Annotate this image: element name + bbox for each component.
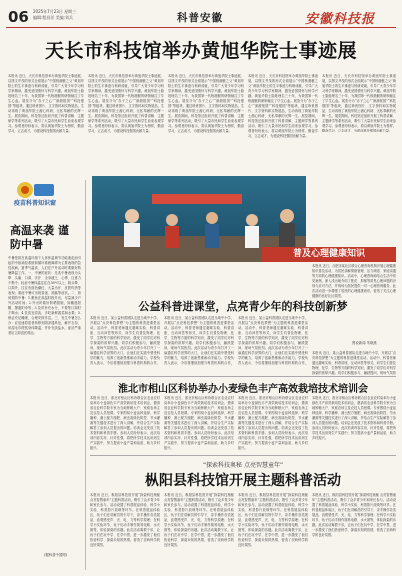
banner-psychology: 普及心理健康知识 xyxy=(262,247,396,262)
date-line: 2025年7月23日 星期三 xyxy=(33,9,77,14)
editor-line: 编辑:程昌洋 美编:刘兵 xyxy=(33,15,73,20)
column-badge xyxy=(13,180,57,218)
sidebar-body: 中暑是指在高温环境下人体体温调节功能紊乱而引起的中枢神经系统和循环系统障碍为主要表现的急性疾病。夏季气温高，人们在户外活动时要做好防暑降温工作。一、中暑的症状：先兆中暑表现为头晕、头痛、口渴、多汗、全身疲乏、心悸、注意力不集中；轻症中暑体温往往在38℃以上，除头晕、口渴外，往往有面色潮红、大量出汗、皮肤灼热等表现；重症中暑可出现昏迷、抽搐等症状。二、如何预防中暑：1.避免在高温时段外出，尽量减少户外活动时间；2.外出时做好防晒措施，如戴遮阳帽、撑遮阳伞等；3.及时补充水分，不要等口渴时才喝水；4.饮食宜清淡，多吃新鲜蔬菜和水果；5.保证充足睡眠，合理安排作息。三、发生中暑怎么办：应迅速将患者转移到阴凉通风处，解开衣扣，用湿毛巾擦拭身体降温，并补充淡盐水，症状严重者应立即送医救治。 xyxy=(8,256,81,335)
article-4-col-1: 本报讯 近日，淮北市相山区科协联合区农业农村局举办小麦绿色丰产高效栽培技术培训会，邀请省农业科学院专家为当地种粮大户、家庭农场主及农技人员授课。专家围绕小麦品种选择、科学播种、测土配方施肥、病虫害绿色防控、节水灌溉等关键技术进行了深入讲解，并结合生产实际解答了参训人员提出的问题。培训会还发放了技术资料和科普手册。参训人员纷纷表示，此次培训内容实用、针对性强，将把所学技术运用到生产实践中，努力提高小麦产量和品质，助力乡村振兴。 xyxy=(90,396,160,450)
section-title: 科普安徽 xyxy=(177,12,223,24)
headline-5: 枞阳县科技馆开展主题科普活动 xyxy=(145,473,341,489)
article-5-col-4: 本报讯 近日，枞阳县科技馆开展“探索科技奥秘 点亮智慧童年”主题科普活动，吸引了众多青少年和家长参与。活动设置了科普展品体验、科学小实验、科普影片放映等环节。在科普展品体验区，孩子们在讲解员的引导下，亲手操作各类展品，直观感受声、光、电、力等科学原理；在科学小实验环节，孩子们动手制作简易电路、水火箭等，体验探索的乐趣。此次活动寓教于乐，让孩子们在玩中学、在学中思，进一步激发了他们热爱科学、探索未知的热情，营造了崇尚科学的良好氛围。 xyxy=(312,493,396,537)
page-number: 06 xyxy=(8,8,29,26)
article-5-col-2: 本报讯 近日，枞阳县科技馆开展“探索科技奥秘 点亮智慧童年”主题科普活动，吸引了众多青少年和家长参与。活动设置了科普展品体验、科学小实验、科普影片放映等环节。在科普展品体验区，孩子们在讲解员的引导下，亲手操作各类展品，直观感受声、光、电、力等科学原理；在科学小实验环节，孩子们动手制作简易电路、水火箭等，体验探索的乐趣。此次活动寓教于乐，让孩子们在玩中学、在学中思，进一步激发了他们热爱科学、探索未知的热情，营造了崇尚科学的良好氛围。 xyxy=(164,493,234,547)
headline-4: 淮北市相山区科协举办小麦绿色丰产高效栽培技术培训会 xyxy=(118,384,368,395)
article-3-col-4: 本报讯 近日，某公益科普团队走进当地中小学，开展以“点亮科技梦想”为主题的科普进课堂活动。活动中，科普老师通过趣味实验、科普讲座、互动问答等形式，向学生们普及物理、化学、生物等方面的科学知识，激发了同学们对科学探索的浓厚兴趣。同学们积极参与，踊跃提问，现场气氛热 xyxy=(312,351,396,375)
article-1-col-3: 本报讯 近日，天长市科技馆举办黄旭华院士事迹展，以图文并茂的形式全面展示“中国核潜艇之父”黄旭华院士的生平事迹与科研成就，引导广大青少年学习科学家精神，激发爱国情怀与科学兴趣。黄旭华院士隐姓埋名三十年，为我国第一代核潜艇的研制倾注了毕生心血。展览分为“赤子之心”“深潜报国”“科技强国”等板块，通过珍贵图片、文字资料和实物展品，生动再现了黄旭华院士潜心科研、无私奉献的光辉一生。展览期间，科技馆还组织开展了科普讲解、主题研学等系列活动，吸引了大量市民和学生前来参观学习。参观者纷纷表示，将以黄旭华院士为榜样，勤奋学习，立志成才，为建设科技强国贡献力量。 xyxy=(168,74,244,133)
article-3-col-1: 本报讯 近日，某公益科普团队走进当地中小学，开展以“点亮科技梦想”为主题的科普进课堂活动。活动中，科普老师通过趣味实验、科普讲座、互动问答等形式，向学生们普及物理、化学、生物等方面的科学知识，激发了同学们对科学探索的浓厚兴趣。同学们积极参与，踊跃提问，现场气氛热烈。此次活动为青少年打开了一扇通往科学世界的大门，让他们在实践中感受科学的魅力，培养了创新思维和动手能力。学校负责人表示，今后将继续加强与科普机构的合作， xyxy=(90,316,160,365)
divider-3 xyxy=(90,376,396,377)
column-badge-icon xyxy=(13,180,57,218)
article-4-col-4: 本报讯 近日，淮北市相山区科协联合区农业农村局举办小麦绿色丰产高效栽培技术培训会，邀请省农业科学院专家为当地种粮大户、家庭农场主及农技人员授课。专家围绕小麦品种选择、科学播种、测土配方施肥、病虫害绿色防控、节水灌溉等关键技术进行了深入讲解，并结合生产实际解答了参训人员提出的问题。培训会还发放了技术资料和科普手册。参训人员纷纷表示，此次培训内容实用、针对性强，将把所学技术运用到生产实践中，努力提高小麦产量和品质，助力乡村振兴。 xyxy=(312,396,396,440)
article-2-caption: 图说新闻 朱晓燕 xyxy=(352,341,377,345)
article-4-col-2: 本报讯 近日，淮北市相山区科协联合区农业农村局举办小麦绿色丰产高效栽培技术培训会，邀请省农业科学院专家为当地种粮大户、家庭农场主及农技人员授课。专家围绕小麦品种选择、科学播种、测土配方施肥、病虫害绿色防控、节水灌溉等关键技术进行了深入讲解，并结合生产实际解答了参训人员提出的问题。培训会还发放了技术资料和科普手册。参训人员纷纷表示，此次培训内容实用、针对性强，将把所学技术运用到生产实践中，努力提高小麦产量和品质，助力乡村振兴。 xyxy=(164,396,234,450)
article-5-col-1: 本报讯 近日，枞阳县科技馆开展“探索科技奥秘 点亮智慧童年”主题科普活动，吸引了众多青少年和家长参与。活动设置了科普展品体验、科学小实验、科普影片放映等环节。在科普展品体验区，孩子们在讲解员的引导下，亲手操作各类展品，直观感受声、光、电、力等科学原理；在科学小实验环节，孩子们动手制作简易电路、水火箭等，体验探索的乐趣。此次活动寓教于乐，让孩子们在玩中学、在学中思，进一步激发了他们热爱科学、探索未知的热情，营造了崇尚科学的良好氛围。 xyxy=(90,493,160,547)
sidebar-headline: 高温来袭 谨防中暑 xyxy=(10,224,69,251)
sidebar-divider xyxy=(85,180,86,570)
headline-3: 公益科普进课堂，点亮青少年的科技创新梦 xyxy=(138,300,348,313)
kicker-5: “探索科技奥秘 点亮智慧童年” xyxy=(202,462,284,469)
divider-4 xyxy=(90,455,396,456)
header-rule xyxy=(6,27,396,28)
article-5-col-3: 本报讯 近日，枞阳县科技馆开展“探索科技奥秘 点亮智慧童年”主题科普活动，吸引了众多青少年和家长参与。活动设置了科普展品体验、科学小实验、科普影片放映等环节。在科普展品体验区，孩子们在讲解员的引导下，亲手操作各类展品，直观感受声、光、电、力等科学原理；在科学小实验环节，孩子们动手制作简易电路、水火箭等，体验探索的乐趣。此次活动寓教于乐，让孩子们在玩中学、在学中思，进一步激发了他们热爱科学、探索未知的热情，营造了崇尚科学的良好氛围。 xyxy=(238,493,308,547)
article-4-col-3: 本报讯 近日，淮北市相山区科协联合区农业农村局举办小麦绿色丰产高效栽培技术培训会，邀请省农业科学院专家为当地种粮大户、家庭农场主及农技人员授课。专家围绕小麦品种选择、科学播种、测土配方施肥、病虫害绿色防控、节水灌溉等关键技术进行了深入讲解，并结合生产实际解答了参训人员提出的问题。培训会还发放了技术资料和科普手册。参训人员纷纷表示，此次培训内容实用、针对性强，将把所学技术运用到生产实践中，努力提高小麦产量和品质，助力乡村振兴。 xyxy=(238,396,308,450)
sidebar-source: (据科普中国网) xyxy=(44,553,67,557)
column-title: 疫苗科普知识窗 xyxy=(14,200,57,207)
article-1-col-4: 本报讯 近日，天长市科技馆举办黄旭华院士事迹展，以图文并茂的形式全面展示“中国核潜艇之父”黄旭华院士的生平事迹与科研成就，引导广大青少年学习科学家精神，激发爱国情怀与科学兴趣。黄旭华院士隐姓埋名三十年，为我国第一代核潜艇的研制倾注了毕生心血。展览分为“赤子之心”“深潜报国”“科技强国”等板块，通过珍贵图片、文字资料和实物展品，生动再现了黄旭华院士潜心科研、无私奉献的光辉一生。展览期间，科技馆还组织开展了科普讲解、主题研学等系列活动，吸引了大量市民和学生前来参观学习。参观者纷纷表示，将以黄旭华院士为榜样，勤奋学习，立志成才，为建设科技强国贡献力量。 xyxy=(248,74,318,138)
article-1-col-2: 本报讯 近日，天长市科技馆举办黄旭华院士事迹展，以图文并茂的形式全面展示“中国核潜艇之父”黄旭华院士的生平事迹与科研成就，引导广大青少年学习科学家精神，激发爱国情怀与科学兴趣。黄旭华院士隐姓埋名三十年，为我国第一代核潜艇的研制倾注了毕生心血。展览分为“赤子之心”“深潜报国”“科技强国”等板块，通过珍贵图片、文字资料和实物展品，生动再现了黄旭华院士潜心科研、无私奉献的光辉一生。展览期间，科技馆还组织开展了科普讲解、主题研学等系列活动，吸引了大量市民和学生前来参观学习。参观者纷纷表示，将以黄旭华院士为榜样，勤奋学习，立志成才，为建设科技强国贡献力量。 xyxy=(88,74,164,133)
article-3-col-2: 本报讯 近日，某公益科普团队走进当地中小学，开展以“点亮科技梦想”为主题的科普进课堂活动。活动中，科普老师通过趣味实验、科普讲座、互动问答等形式，向学生们普及物理、化学、生物等方面的科学知识，激发了同学们对科学探索的浓厚兴趣。同学们积极参与，踊跃提问，现场气氛热烈。此次活动为青少年打开了一扇通往科学世界的大门，让他们在实践中感受科学的魅力，培养了创新思维和动手能力。学校负责人表示，今后将继续加强与科普机构的合作， xyxy=(164,316,234,365)
headline-1: 天长市科技馆举办黄旭华院士事迹展 xyxy=(44,40,357,62)
article-2-body: 本报讯 近日，合肥市某社区联合心理咨询机构开展心理健康知识普及活动，为居民讲解情绪管理、压力调适、家庭沟通等方面的心理健康知识。活动中，心理咨询师结合生活中常见案例，深入浅出地介绍了焦虑、抑郁等常见心理问题的识别与应对方法，并现场为居民提供一对一心理咨询服务。此次活动进一步增强了居民的心理健康意识，营造了关注心理健康的良好社区氛围。 xyxy=(312,264,396,298)
article-3-col-3: 本报讯 近日，某公益科普团队走进当地中小学，开展以“点亮科技梦想”为主题的科普进课堂活动。活动中，科普老师通过趣味实验、科普讲座、互动问答等形式，向学生们普及物理、化学、生物等方面的科学知识，激发了同学们对科学探索的浓厚兴趣。同学们积极参与，踊跃提问，现场气氛热烈。此次活动为青少年打开了一扇通往科学世界的大门，让他们在实践中感受科学的魅力，培养了创新思维和动手能力。学校负责人表示，今后将继续加强与科普机构的合作， xyxy=(238,316,308,365)
article-1-col-1: 本报讯 近日，天长市科技馆举办黄旭华院士事迹展，以图文并茂的形式全面展示“中国核潜艇之父”黄旭华院士的生平事迹与科研成就，引导广大青少年学习科学家精神，激发爱国情怀与科学兴趣。黄旭华院士隐姓埋名三十年，为我国第一代核潜艇的研制倾注了毕生心血。展览分为“赤子之心”“深潜报国”“科技强国”等板块，通过珍贵图片、文字资料和实物展品，生动再现了黄旭华院士潜心科研、无私奉献的光辉一生。展览期间，科技馆还组织开展了科普讲解、主题研学等系列活动，吸引了大量市民和学生前来参观学习。参观者纷纷表示，将以黄旭华院士为榜样，勤奋学习，立志成才，为建设科技强国贡献力量。 xyxy=(8,74,84,133)
masthead-logo: 安徽科技报 xyxy=(305,12,376,27)
article-1-col-5: 本报讯 近日，天长市科技馆举办黄旭华院士事迹展，以图文并茂的形式全面展示“中国核潜艇之父”黄旭华院士的生平事迹与科研成就，引导广大青少年学习科学家精神，激发爱国情怀与科学兴趣。黄旭华院士隐姓埋名三十年，为我国第一代核潜艇的研制倾注了毕生心血。展览分为“赤子之心”“深潜报国”“科技强国”等板块，通过珍贵图片、文字资料和实物展品，生动再现了黄旭华院士潜心科研、无私奉献的光辉一生。展览期间，科技馆还组织开展了科普讲解、主题研学等系列活动，吸引了大量市民和学生前来参观学习。参观者纷纷表示，将以黄旭华院士为榜样，勤奋学习，立志成才，为建设科技强国贡献力量。 xyxy=(322,74,396,132)
